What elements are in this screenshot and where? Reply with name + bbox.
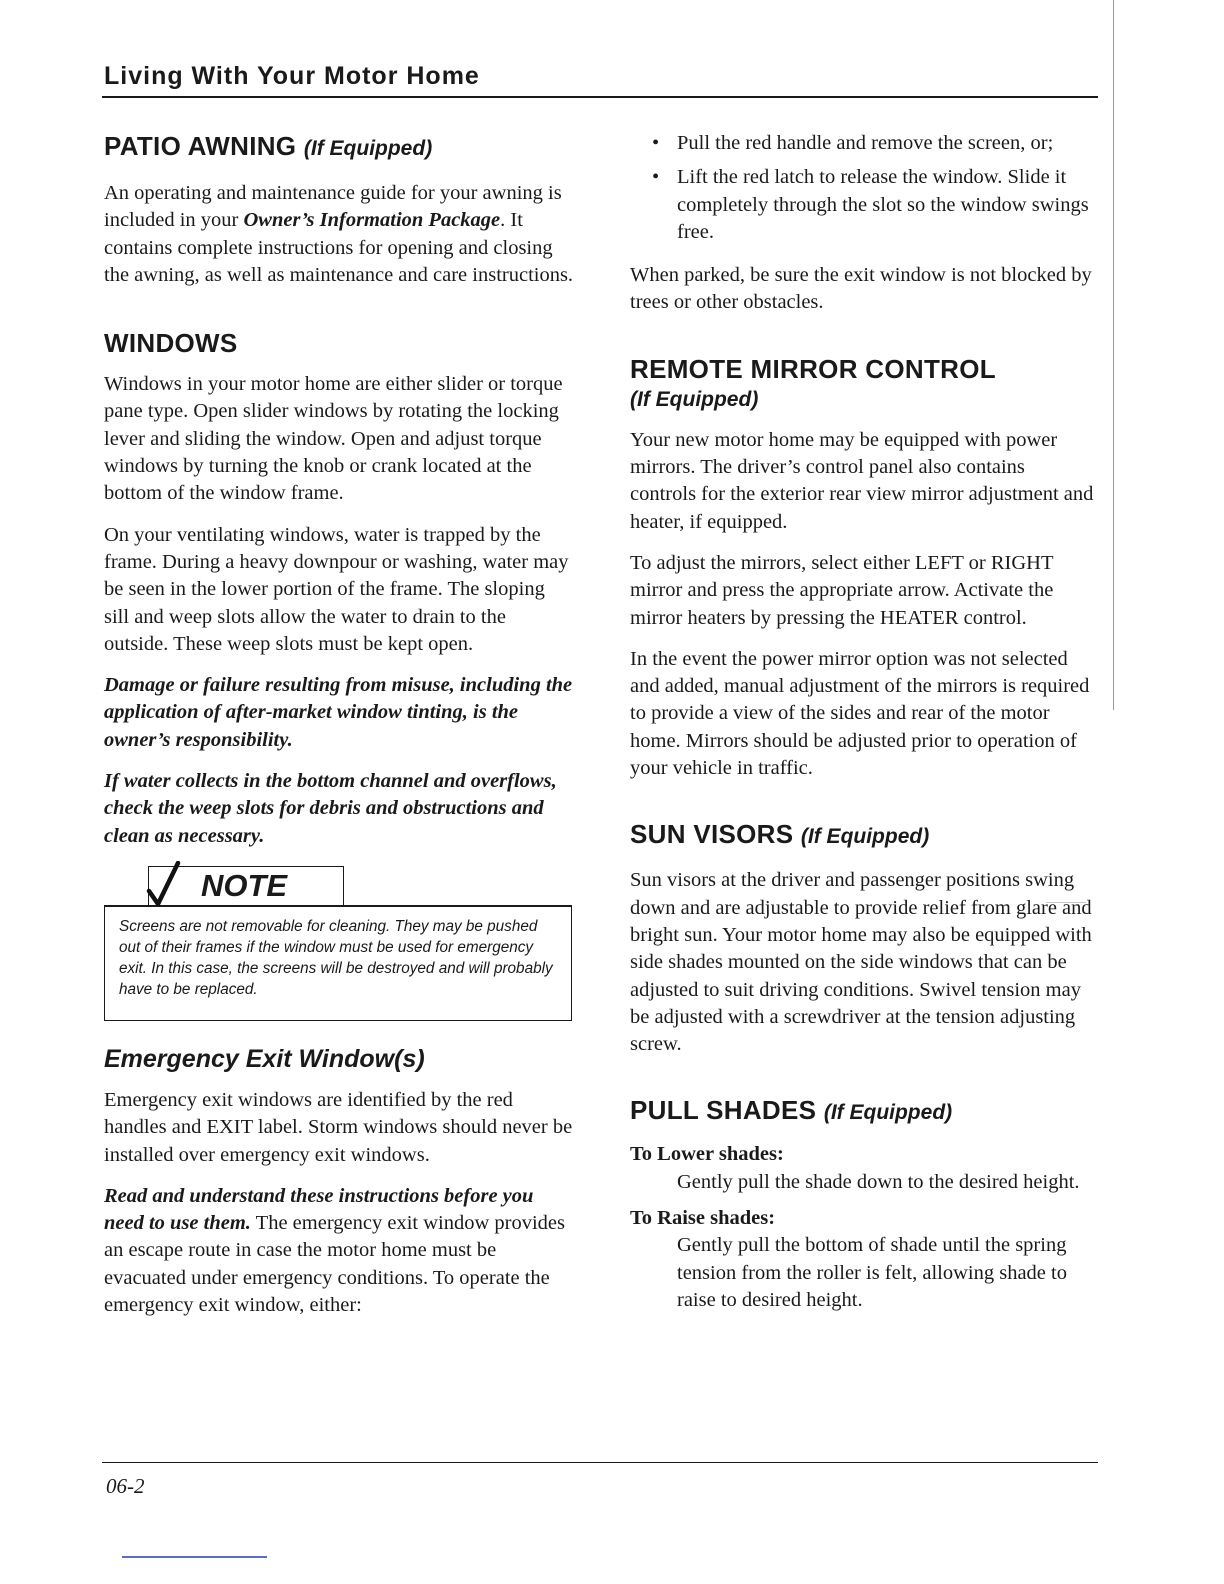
pull-shades-section (630, 1094, 1095, 1314)
left-column (104, 130, 574, 1319)
list-item-text: Pull the red handle and remove the screen, or; (677, 132, 1054, 154)
emergency-exit-section (104, 1043, 574, 1319)
windows-warning-1: Damage or failure resulting from misuse, including the application of after-market window tinting, is the owner’s responsibility. (104, 674, 573, 751)
list-item (630, 130, 1095, 157)
emergency-exit-heading: Emergency Exit Window(s) (104, 1044, 425, 1073)
lower-shades-text: Gently pull the shade down to the desired height. (677, 1170, 1080, 1193)
page-number: 06-2 (106, 1474, 145, 1498)
emergency-text: The emergency exit window provides an escape route in case the motor home must be evacuated under emergency conditions. To operate the emergency exit window, either: (104, 1212, 565, 1317)
windows-paragraph-2: On your ventilating windows, water is trapped by the frame. During a heavy downpour or washing, water may be seen in the lower portion of the frame. The sloping sill and weep slots allow the water to drain to the outside. These weep slots must be kept open. (104, 523, 569, 655)
mirror-paragraph-2: To adjust the mirrors, select either LEFT or RIGHT mirror and press the appropriate arrow. Activate the mirror heaters by pressing the HEATER control. (630, 551, 1054, 629)
emergency-paragraph-2 (104, 1183, 574, 1319)
exit-steps-list (630, 130, 1095, 246)
patio-awning-heading (104, 130, 574, 165)
sun-visors-heading (630, 818, 1095, 853)
mirror-paragraph-1: Your new motor home may be equipped with power mirrors. The driver’s control panel also contains controls for the exterior rear view mirror adjustment and heater, if equipped. (630, 428, 1094, 533)
note-text: Screens are not removable for cleaning. They may be pushed out of their frames if the window must be used for emergency exit. In this case, the screens will be destroyed and will probably have to be replaced. (104, 905, 572, 1021)
scan-bottom-mark (122, 1556, 267, 1558)
checkmark-icon (145, 861, 185, 907)
raise-shades-label: To Raise shades: (630, 1207, 776, 1230)
patio-awning-title: PATIO AWNING (104, 131, 297, 161)
windows-heading: WINDOWS (104, 328, 238, 359)
list-item-text: Lift the red latch to release the window. Slide it completely through the slot so the window swings free. (677, 166, 1089, 243)
page-header-title: Living With Your Motor Home (104, 62, 480, 90)
sun-visors-title: SUN VISORS (630, 819, 794, 850)
sun-visors-qualifier: (If Equipped) (800, 825, 930, 849)
mirror-paragraph-3: In the event the power mirror option was not selected and added, manual adjustment of the mirrors is required to provide a view of the sides and rear of the motor home. Mirrors should be adjusted prior to operation of your vehicle in traffic. (630, 647, 1090, 780)
lower-shades-label: To Lower shades: (630, 1143, 784, 1166)
parked-paragraph: When parked, be sure the exit window is not blocked by trees or other obstacles. (630, 264, 1092, 314)
patio-awning-paragraph (104, 180, 574, 289)
pull-shades-heading (630, 1094, 1095, 1129)
patio-awning-qualifier: (If Equipped) (303, 137, 433, 160)
pull-shades-qualifier: (If Equipped) (823, 1101, 953, 1125)
emergency-read-first: Read and understand these instructions before you need to use them. (104, 1184, 534, 1235)
remote-mirror-heading (630, 353, 1095, 415)
right-column (630, 130, 1095, 1314)
list-item (630, 164, 1095, 246)
raise-shades-text: Gently pull the bottom of shade until the spring tension from the roller is felt, allowing shade to raise to desired height. (677, 1234, 1067, 1311)
visors-paragraph: Sun visors at the driver and passenger positions swing down and are adjustable to provide relief from glare and bright sun. Your motor home may also be equipped with side shades mounted on the side windows that can be adjusted to suit driving conditions. Swivel tension may be adjusted with a screwdriver at the tension adjusting screw. (630, 869, 1092, 1056)
remote-mirror-title: REMOTE MIRROR CONTROL (630, 353, 996, 384)
emergency-paragraph-1: Emergency exit windows are identified by the red handles and EXIT label. Storm windows should never be installed over emergency exit windows. (104, 1088, 573, 1166)
windows-warning-2: If water collects in the bottom channel and overflows, check the weep slots for debris and obstructions and clean as necessary. (104, 770, 557, 847)
note-tab (148, 866, 344, 905)
patio-text-b: . It contains complete instructions for opening and closing the awning, as well as maintenance and care instructions. (104, 209, 574, 286)
header-rule (102, 96, 1098, 98)
windows-section (104, 327, 574, 850)
bullet-icon: • (652, 166, 660, 189)
sun-visors-section (630, 818, 1095, 1058)
bullet-icon: • (652, 132, 660, 154)
note-callout (104, 866, 572, 1021)
windows-paragraph-1: Windows in your motor home are either slider or torque pane type. Open slider windows by rotating the locking lever and sliding the window. Open and adjust torque windows by turning the knob or crank located at the bottom of the window frame. (104, 373, 563, 505)
scan-edge-line (1113, 0, 1114, 710)
note-title: NOTE (201, 867, 288, 903)
remote-mirror-section (630, 353, 1095, 783)
patio-awning-section (104, 130, 574, 289)
patio-text-a: An operating and maintenance guide for your awning is included in your (104, 182, 562, 232)
owners-info-package: Owner’s Information Package (243, 209, 501, 232)
pull-shades-title: PULL SHADES (630, 1095, 817, 1126)
footer-rule (102, 1462, 1098, 1463)
remote-mirror-qualifier: (If Equipped) (630, 387, 759, 411)
